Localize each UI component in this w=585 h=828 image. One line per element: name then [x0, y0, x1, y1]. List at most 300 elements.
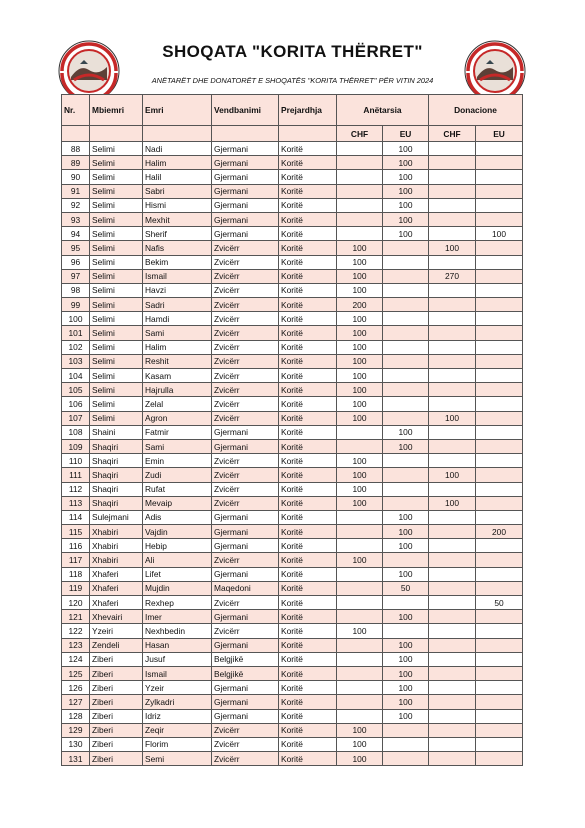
table-row	[62, 354, 523, 368]
cell-donation-eu	[476, 354, 523, 368]
table-row	[62, 482, 523, 496]
cell-residence: Zvicërr	[212, 255, 279, 269]
cell-surname: Ziberi	[90, 723, 143, 737]
table-row	[62, 695, 523, 709]
cell-name: Imer	[143, 610, 212, 624]
cell-name: Yzeir	[143, 681, 212, 695]
cell-membership-chf: 100	[337, 269, 383, 283]
cell-nr: 90	[62, 170, 90, 184]
cell-surname: Selimi	[90, 142, 143, 156]
cell-membership-eu: 100	[383, 525, 429, 539]
cell-nr: 97	[62, 269, 90, 283]
cell-membership-eu	[383, 737, 429, 751]
cell-surname: Xhabiri	[90, 525, 143, 539]
cell-donation-chf	[429, 383, 476, 397]
cell-origin: Koritë	[279, 298, 337, 312]
cell-residence: Gjermani	[212, 681, 279, 695]
cell-donation-eu	[476, 170, 523, 184]
col-residence: Vendbanimi	[212, 95, 279, 126]
cell-membership-chf: 100	[337, 482, 383, 496]
cell-surname: Shaqiri	[90, 496, 143, 510]
table-row	[62, 454, 523, 468]
cell-surname: Selimi	[90, 212, 143, 226]
subcol-donation-eu: EU	[476, 126, 523, 142]
cell-donation-chf	[429, 596, 476, 610]
cell-surname: Shaqiri	[90, 439, 143, 453]
cell-nr: 98	[62, 283, 90, 297]
table-row	[62, 212, 523, 226]
cell-donation-chf	[429, 681, 476, 695]
cell-donation-chf	[429, 439, 476, 453]
cell-donation-eu	[476, 567, 523, 581]
table-row	[62, 638, 523, 652]
table-row	[62, 596, 523, 610]
cell-origin: Koritë	[279, 553, 337, 567]
table-row	[62, 737, 523, 751]
table-row	[62, 652, 523, 666]
cell-origin: Koritë	[279, 723, 337, 737]
table-row	[62, 666, 523, 680]
cell-membership-eu: 100	[383, 198, 429, 212]
cell-origin: Koritë	[279, 539, 337, 553]
cell-nr: 120	[62, 596, 90, 610]
cell-surname: Selimi	[90, 411, 143, 425]
cell-membership-eu	[383, 283, 429, 297]
cell-nr: 128	[62, 709, 90, 723]
cell-residence: Gjermani	[212, 142, 279, 156]
cell-membership-eu	[383, 255, 429, 269]
cell-residence: Gjermani	[212, 425, 279, 439]
col-donations: Donacione	[429, 95, 523, 126]
cell-membership-eu	[383, 326, 429, 340]
cell-membership-chf: 100	[337, 737, 383, 751]
cell-residence: Zvicërr	[212, 269, 279, 283]
cell-donation-chf	[429, 397, 476, 411]
table-row	[62, 227, 523, 241]
cell-donation-chf	[429, 567, 476, 581]
cell-name: Ismail	[143, 269, 212, 283]
cell-name: Florim	[143, 737, 212, 751]
cell-donation-chf: 100	[429, 468, 476, 482]
cell-origin: Koritë	[279, 326, 337, 340]
cell-nr: 111	[62, 468, 90, 482]
cell-nr: 93	[62, 212, 90, 226]
cell-donation-eu: 200	[476, 525, 523, 539]
cell-donation-eu	[476, 496, 523, 510]
cell-nr: 112	[62, 482, 90, 496]
cell-donation-chf	[429, 539, 476, 553]
cell-surname: Ziberi	[90, 695, 143, 709]
col-nr: Nr.	[62, 95, 90, 126]
cell-donation-chf	[429, 553, 476, 567]
cell-membership-eu	[383, 354, 429, 368]
cell-membership-chf	[337, 695, 383, 709]
cell-donation-eu	[476, 283, 523, 297]
cell-membership-chf: 100	[337, 454, 383, 468]
cell-nr: 91	[62, 184, 90, 198]
cell-membership-chf: 100	[337, 340, 383, 354]
cell-donation-eu	[476, 709, 523, 723]
table-row	[62, 624, 523, 638]
cell-surname: Xhabiri	[90, 553, 143, 567]
cell-residence: Zvicërr	[212, 624, 279, 638]
cell-name: Ali	[143, 553, 212, 567]
cell-donation-eu	[476, 198, 523, 212]
cell-membership-chf	[337, 212, 383, 226]
cell-residence: Gjermani	[212, 539, 279, 553]
cell-origin: Koritë	[279, 383, 337, 397]
table-row	[62, 142, 523, 156]
association-logo	[464, 40, 526, 102]
cell-name: Sami	[143, 326, 212, 340]
cell-origin: Koritë	[279, 496, 337, 510]
cell-membership-chf	[337, 184, 383, 198]
cell-donation-chf: 100	[429, 496, 476, 510]
table-row	[62, 439, 523, 453]
cell-membership-chf	[337, 539, 383, 553]
cell-origin: Koritë	[279, 624, 337, 638]
cell-origin: Koritë	[279, 525, 337, 539]
cell-donation-eu	[476, 255, 523, 269]
cell-membership-eu	[383, 298, 429, 312]
cell-residence: Zvicërr	[212, 553, 279, 567]
cell-donation-eu	[476, 312, 523, 326]
cell-donation-eu	[476, 142, 523, 156]
cell-nr: 102	[62, 340, 90, 354]
cell-nr: 99	[62, 298, 90, 312]
cell-membership-eu	[383, 596, 429, 610]
cell-membership-eu	[383, 397, 429, 411]
cell-membership-chf: 100	[337, 241, 383, 255]
cell-name: Hismi	[143, 198, 212, 212]
cell-residence: Zvicërr	[212, 326, 279, 340]
cell-membership-chf	[337, 681, 383, 695]
cell-nr: 96	[62, 255, 90, 269]
cell-membership-eu: 100	[383, 652, 429, 666]
cell-surname: Ziberi	[90, 666, 143, 680]
cell-membership-chf	[337, 610, 383, 624]
cell-nr: 130	[62, 737, 90, 751]
table-row	[62, 723, 523, 737]
cell-donation-chf	[429, 737, 476, 751]
cell-donation-chf	[429, 354, 476, 368]
cell-membership-eu: 100	[383, 539, 429, 553]
cell-surname: Ziberi	[90, 737, 143, 751]
cell-origin: Koritë	[279, 454, 337, 468]
cell-membership-chf: 100	[337, 624, 383, 638]
cell-name: Hamdi	[143, 312, 212, 326]
col-surname: Mbiemri	[90, 95, 143, 126]
cell-donation-eu	[476, 383, 523, 397]
cell-residence: Zvicërr	[212, 397, 279, 411]
cell-donation-chf	[429, 723, 476, 737]
cell-surname: Selimi	[90, 354, 143, 368]
cell-membership-chf: 100	[337, 369, 383, 383]
cell-membership-chf	[337, 652, 383, 666]
cell-surname: Shaqiri	[90, 454, 143, 468]
cell-name: Sabri	[143, 184, 212, 198]
table-row	[62, 425, 523, 439]
cell-nr: 116	[62, 539, 90, 553]
cell-residence: Zvicërr	[212, 383, 279, 397]
cell-surname: Selimi	[90, 269, 143, 283]
cell-surname: Selimi	[90, 283, 143, 297]
cell-name: Lifet	[143, 567, 212, 581]
table-row	[62, 681, 523, 695]
cell-name: Fatmir	[143, 425, 212, 439]
cell-membership-eu: 100	[383, 170, 429, 184]
cell-donation-eu	[476, 468, 523, 482]
cell-residence: Gjermani	[212, 227, 279, 241]
table-row	[62, 468, 523, 482]
cell-nr: 101	[62, 326, 90, 340]
cell-name: Vajdin	[143, 525, 212, 539]
cell-donation-eu	[476, 539, 523, 553]
subcol-donation-chf: CHF	[429, 126, 476, 142]
cell-membership-chf	[337, 666, 383, 680]
cell-membership-eu: 100	[383, 227, 429, 241]
cell-membership-eu	[383, 312, 429, 326]
cell-nr: 124	[62, 652, 90, 666]
page-subtitle: ANËTARËT DHE DONATORËT E SHOQATËS "KORITA THËRRET" PËR VITIN 2024	[151, 76, 434, 85]
table-row	[62, 539, 523, 553]
cell-nr: 125	[62, 666, 90, 680]
cell-residence: Gjermani	[212, 212, 279, 226]
cell-origin: Koritë	[279, 340, 337, 354]
cell-donation-eu	[476, 737, 523, 751]
cell-origin: Koritë	[279, 170, 337, 184]
cell-residence: Gjermani	[212, 439, 279, 453]
cell-nr: 95	[62, 241, 90, 255]
cell-membership-eu	[383, 752, 429, 766]
cell-residence: Gjermani	[212, 638, 279, 652]
cell-nr: 109	[62, 439, 90, 453]
cell-name: Semi	[143, 752, 212, 766]
cell-origin: Koritë	[279, 567, 337, 581]
cell-membership-chf: 100	[337, 326, 383, 340]
cell-nr: 123	[62, 638, 90, 652]
cell-donation-eu	[476, 652, 523, 666]
cell-donation-chf	[429, 170, 476, 184]
cell-donation-eu	[476, 212, 523, 226]
cell-surname: Selimi	[90, 170, 143, 184]
cell-donation-eu	[476, 241, 523, 255]
cell-donation-eu: 50	[476, 596, 523, 610]
cell-donation-chf	[429, 312, 476, 326]
cell-donation-eu	[476, 510, 523, 524]
cell-name: Sherif	[143, 227, 212, 241]
cell-membership-chf	[337, 709, 383, 723]
cell-residence: Gjermani	[212, 510, 279, 524]
cell-donation-chf	[429, 510, 476, 524]
cell-origin: Koritë	[279, 283, 337, 297]
cell-origin: Koritë	[279, 397, 337, 411]
cell-membership-eu	[383, 369, 429, 383]
cell-donation-chf	[429, 525, 476, 539]
cell-membership-chf	[337, 567, 383, 581]
cell-membership-eu	[383, 340, 429, 354]
cell-surname: Ziberi	[90, 752, 143, 766]
cell-donation-chf	[429, 695, 476, 709]
cell-membership-eu: 100	[383, 439, 429, 453]
table-row	[62, 340, 523, 354]
cell-membership-eu	[383, 411, 429, 425]
cell-origin: Koritë	[279, 610, 337, 624]
cell-donation-chf: 100	[429, 411, 476, 425]
cell-origin: Koritë	[279, 142, 337, 156]
cell-membership-eu: 100	[383, 666, 429, 680]
cell-donation-eu	[476, 298, 523, 312]
cell-surname: Selimi	[90, 198, 143, 212]
cell-name: Agron	[143, 411, 212, 425]
cell-residence: Zvicërr	[212, 752, 279, 766]
table-row	[62, 525, 523, 539]
cell-name: Halil	[143, 170, 212, 184]
cell-donation-chf	[429, 156, 476, 170]
cell-donation-eu	[476, 638, 523, 652]
page-title: SHOQATA "KORITA THËRRET"	[162, 42, 423, 61]
cell-membership-eu	[383, 723, 429, 737]
cell-surname: Xhaferi	[90, 596, 143, 610]
cell-donation-chf	[429, 369, 476, 383]
table-row	[62, 312, 523, 326]
cell-membership-eu: 100	[383, 212, 429, 226]
cell-surname: Selimi	[90, 255, 143, 269]
cell-origin: Koritë	[279, 411, 337, 425]
cell-membership-chf	[337, 425, 383, 439]
table-row	[62, 397, 523, 411]
cell-donation-chf: 270	[429, 269, 476, 283]
cell-residence: Zvicërr	[212, 411, 279, 425]
cell-residence: Gjermani	[212, 170, 279, 184]
cell-nr: 127	[62, 695, 90, 709]
cell-nr: 89	[62, 156, 90, 170]
cell-membership-chf	[337, 525, 383, 539]
cell-donation-eu	[476, 581, 523, 595]
cell-residence: Gjermani	[212, 156, 279, 170]
cell-membership-chf	[337, 142, 383, 156]
cell-donation-eu: 100	[476, 227, 523, 241]
cell-donation-chf	[429, 652, 476, 666]
subcol-membership-chf: CHF	[337, 126, 383, 142]
cell-membership-eu: 100	[383, 184, 429, 198]
table-row	[62, 326, 523, 340]
cell-name: Hebip	[143, 539, 212, 553]
cell-donation-eu	[476, 752, 523, 766]
cell-nr: 115	[62, 525, 90, 539]
cell-membership-chf: 100	[337, 411, 383, 425]
cell-membership-eu: 100	[383, 610, 429, 624]
cell-donation-eu	[476, 340, 523, 354]
cell-membership-chf: 200	[337, 298, 383, 312]
cell-membership-chf: 100	[337, 752, 383, 766]
cell-surname: Zendeli	[90, 638, 143, 652]
cell-origin: Koritë	[279, 212, 337, 226]
cell-name: Sami	[143, 439, 212, 453]
cell-surname: Xhaferi	[90, 567, 143, 581]
cell-name: Sadri	[143, 298, 212, 312]
cell-name: Nafis	[143, 241, 212, 255]
cell-nr: 118	[62, 567, 90, 581]
cell-donation-chf	[429, 340, 476, 354]
cell-donation-chf	[429, 198, 476, 212]
cell-surname: Selimi	[90, 156, 143, 170]
cell-membership-eu	[383, 383, 429, 397]
cell-donation-eu	[476, 411, 523, 425]
cell-membership-eu: 100	[383, 695, 429, 709]
cell-residence: Zvicërr	[212, 283, 279, 297]
cell-membership-chf: 100	[337, 397, 383, 411]
cell-surname: Shaqiri	[90, 482, 143, 496]
cell-donation-eu	[476, 482, 523, 496]
cell-donation-chf	[429, 184, 476, 198]
cell-residence: Zvicërr	[212, 496, 279, 510]
cell-donation-chf	[429, 255, 476, 269]
cell-nr: 107	[62, 411, 90, 425]
cell-name: Nexhbedin	[143, 624, 212, 638]
table-row	[62, 553, 523, 567]
table-row	[62, 383, 523, 397]
cell-nr: 126	[62, 681, 90, 695]
cell-origin: Koritë	[279, 638, 337, 652]
cell-name: Mujdin	[143, 581, 212, 595]
cell-membership-eu: 100	[383, 142, 429, 156]
cell-membership-eu	[383, 496, 429, 510]
cell-origin: Koritë	[279, 681, 337, 695]
table-row	[62, 170, 523, 184]
table-row	[62, 510, 523, 524]
cell-residence: Zvicërr	[212, 369, 279, 383]
cell-membership-eu: 100	[383, 156, 429, 170]
cell-membership-eu	[383, 468, 429, 482]
col-name: Emri	[143, 95, 212, 126]
cell-name: Zeqir	[143, 723, 212, 737]
cell-donation-chf	[429, 212, 476, 226]
cell-donation-eu	[476, 610, 523, 624]
cell-surname: Shaqiri	[90, 468, 143, 482]
cell-membership-eu: 100	[383, 681, 429, 695]
cell-residence: Zvicërr	[212, 241, 279, 255]
cell-name: Zelal	[143, 397, 212, 411]
cell-surname: Sulejmani	[90, 510, 143, 524]
cell-surname: Selimi	[90, 312, 143, 326]
cell-membership-chf: 100	[337, 283, 383, 297]
cell-donation-chf	[429, 298, 476, 312]
table-row	[62, 283, 523, 297]
cell-name: Rufat	[143, 482, 212, 496]
table-row	[62, 752, 523, 766]
cell-donation-eu	[476, 553, 523, 567]
cell-donation-chf	[429, 482, 476, 496]
table-row	[62, 255, 523, 269]
cell-nr: 100	[62, 312, 90, 326]
cell-nr: 119	[62, 581, 90, 595]
cell-donation-chf	[429, 610, 476, 624]
cell-name: Halim	[143, 156, 212, 170]
cell-membership-eu: 100	[383, 709, 429, 723]
cell-name: Rexhep	[143, 596, 212, 610]
cell-membership-eu	[383, 482, 429, 496]
cell-name: Adis	[143, 510, 212, 524]
table-row	[62, 709, 523, 723]
cell-origin: Koritë	[279, 354, 337, 368]
cell-donation-chf	[429, 326, 476, 340]
cell-donation-chf	[429, 227, 476, 241]
cell-donation-eu	[476, 454, 523, 468]
cell-donation-eu	[476, 624, 523, 638]
cell-nr: 106	[62, 397, 90, 411]
table-row	[62, 496, 523, 510]
